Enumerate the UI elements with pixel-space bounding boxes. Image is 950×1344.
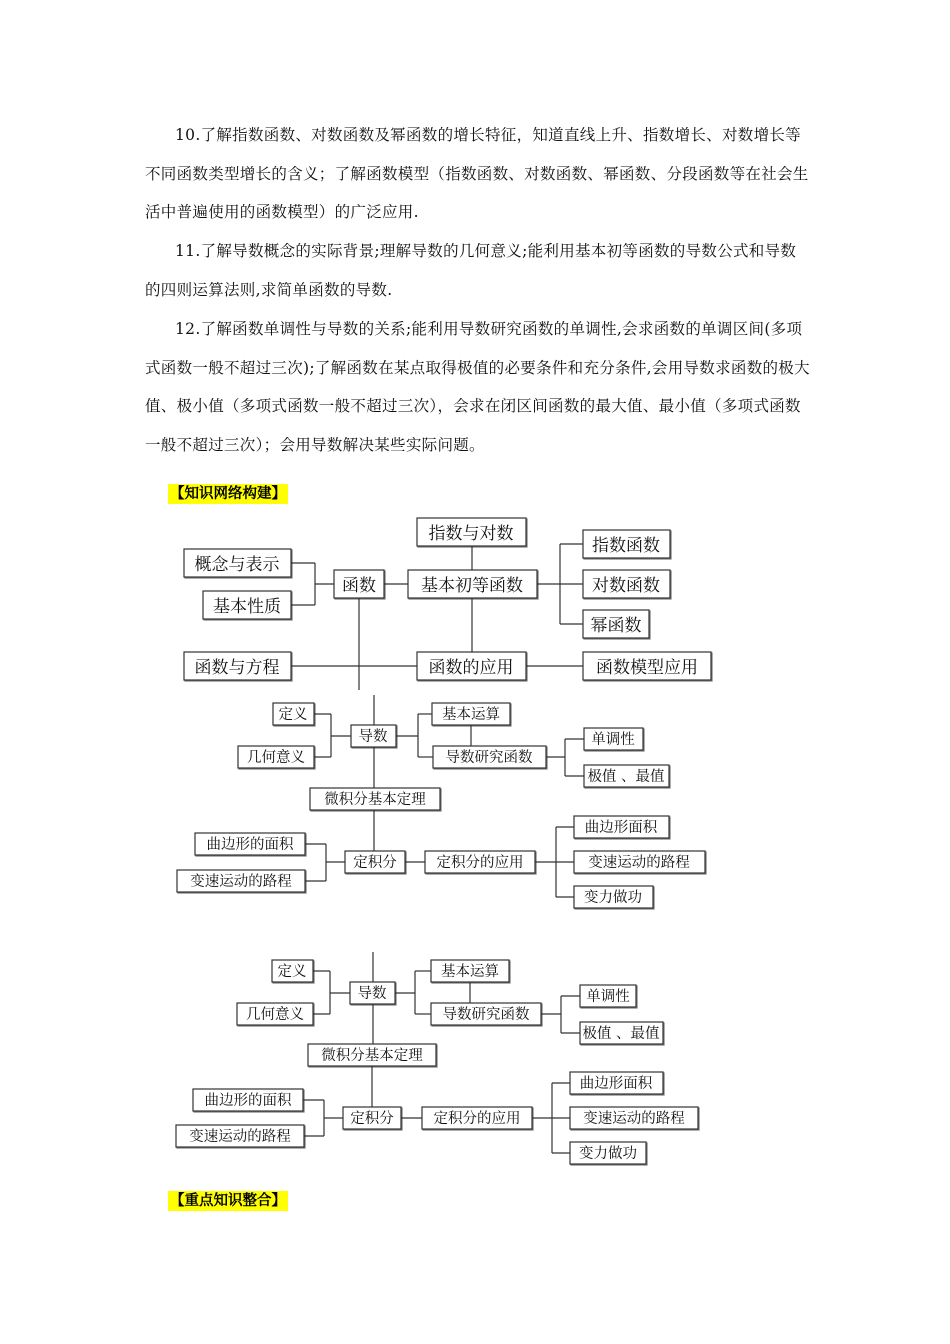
node-basic-elementary: 基本初等函数 bbox=[421, 576, 523, 596]
node-calculus-theorem: 微积分基本定理 bbox=[324, 792, 426, 808]
paragraph-text: 了解导数概念的实际背景;理解导数的几何意义;能利用基本初等函数的导数公式和导数的四则运算法则,求简单函数的导数. bbox=[145, 242, 797, 299]
node-definition: 定义 bbox=[277, 964, 307, 980]
node-variable-path: 变速运动的路程 bbox=[189, 1129, 291, 1145]
node-concept: 概念与表示 bbox=[194, 555, 280, 575]
node-calculus-theorem: 微积分基本定理 bbox=[321, 1048, 423, 1064]
node-function: 函数 bbox=[342, 576, 376, 596]
node-definite-integral: 定积分 bbox=[350, 1111, 394, 1127]
paragraph-text: 了解函数单调性与导数的关系;能利用导数研究函数的单调性,会求函数的单调区间(多项式函数一般不超过三次);了解函数在某点取得极值的必要条件和充分条件,会用导数求函数的极大值、极小值（多项式函数一般不超过三次），会求在闭区间函数的最大值、最小值（多项式函数一般不超过三次）；会用导数解决某些实际问题。 bbox=[145, 320, 810, 454]
item-number: 11. bbox=[175, 242, 201, 260]
node-derivative-study: 导数研究函数 bbox=[445, 750, 533, 766]
node-property: 基本性质 bbox=[213, 597, 281, 617]
node-definite-integral: 定积分 bbox=[353, 855, 397, 871]
node-derivative: 导数 bbox=[358, 729, 388, 745]
node-curve-area-2: 曲边形面积 bbox=[579, 1076, 653, 1092]
node-basic-operation: 基本运算 bbox=[441, 964, 499, 980]
node-variable-path-2: 变速运动的路程 bbox=[583, 1111, 685, 1127]
node-extremum: 极值 、最值 bbox=[587, 769, 665, 785]
node-work: 变力做功 bbox=[579, 1146, 637, 1162]
node-curve-area: 曲边形的面积 bbox=[204, 1093, 292, 1109]
derivative-diagram-1 bbox=[0, 695, 950, 915]
item-number: 10. bbox=[175, 126, 201, 144]
node-geometric-meaning: 几何意义 bbox=[246, 1007, 304, 1023]
node-definition: 定义 bbox=[278, 707, 308, 723]
item-number: 12. bbox=[175, 320, 201, 338]
node-exp-func: 指数函数 bbox=[592, 536, 660, 556]
node-integral-application: 定积分的应用 bbox=[436, 855, 524, 871]
node-work: 变力做功 bbox=[584, 890, 642, 906]
section-title-network: 【知识网络构建】 bbox=[170, 486, 286, 502]
node-exp-log: 指数与对数 bbox=[428, 524, 514, 544]
node-curve-area: 曲边形的面积 bbox=[206, 837, 294, 853]
derivative-diagram-2 bbox=[0, 952, 950, 1172]
node-power-func: 幂函数 bbox=[590, 616, 642, 636]
section-title-key-points: 【重点知识整合】 bbox=[170, 1193, 286, 1209]
node-curve-area-2: 曲边形面积 bbox=[584, 820, 658, 836]
node-log-func: 对数函数 bbox=[592, 576, 660, 596]
node-variable-path: 变速运动的路程 bbox=[190, 874, 292, 890]
node-geometric-meaning: 几何意义 bbox=[247, 750, 305, 766]
node-extremum: 极值 、最值 bbox=[582, 1026, 660, 1042]
node-model-application: 函数模型应用 bbox=[596, 658, 698, 678]
node-monotonicity: 单调性 bbox=[591, 732, 635, 748]
node-variable-path-2: 变速运动的路程 bbox=[588, 855, 690, 871]
paragraph-text: 了解指数函数、对数函数及幂函数的增长特征，知道直线上升、指数增长、对数增长等不同函数类型增长的含义；了解函数模型（指数函数、对数函数、幂函数、分段函数等在社会生活中普遍使用的函数模型）的广泛应用. bbox=[145, 126, 809, 221]
node-integral-application: 定积分的应用 bbox=[433, 1111, 521, 1127]
node-derivative-study: 导数研究函数 bbox=[442, 1007, 530, 1023]
node-func-equation: 函数与方程 bbox=[194, 658, 280, 678]
node-monotonicity: 单调性 bbox=[586, 989, 630, 1005]
node-basic-operation: 基本运算 bbox=[442, 707, 500, 723]
node-derivative: 导数 bbox=[357, 986, 387, 1002]
node-func-application: 函数的应用 bbox=[428, 658, 514, 678]
